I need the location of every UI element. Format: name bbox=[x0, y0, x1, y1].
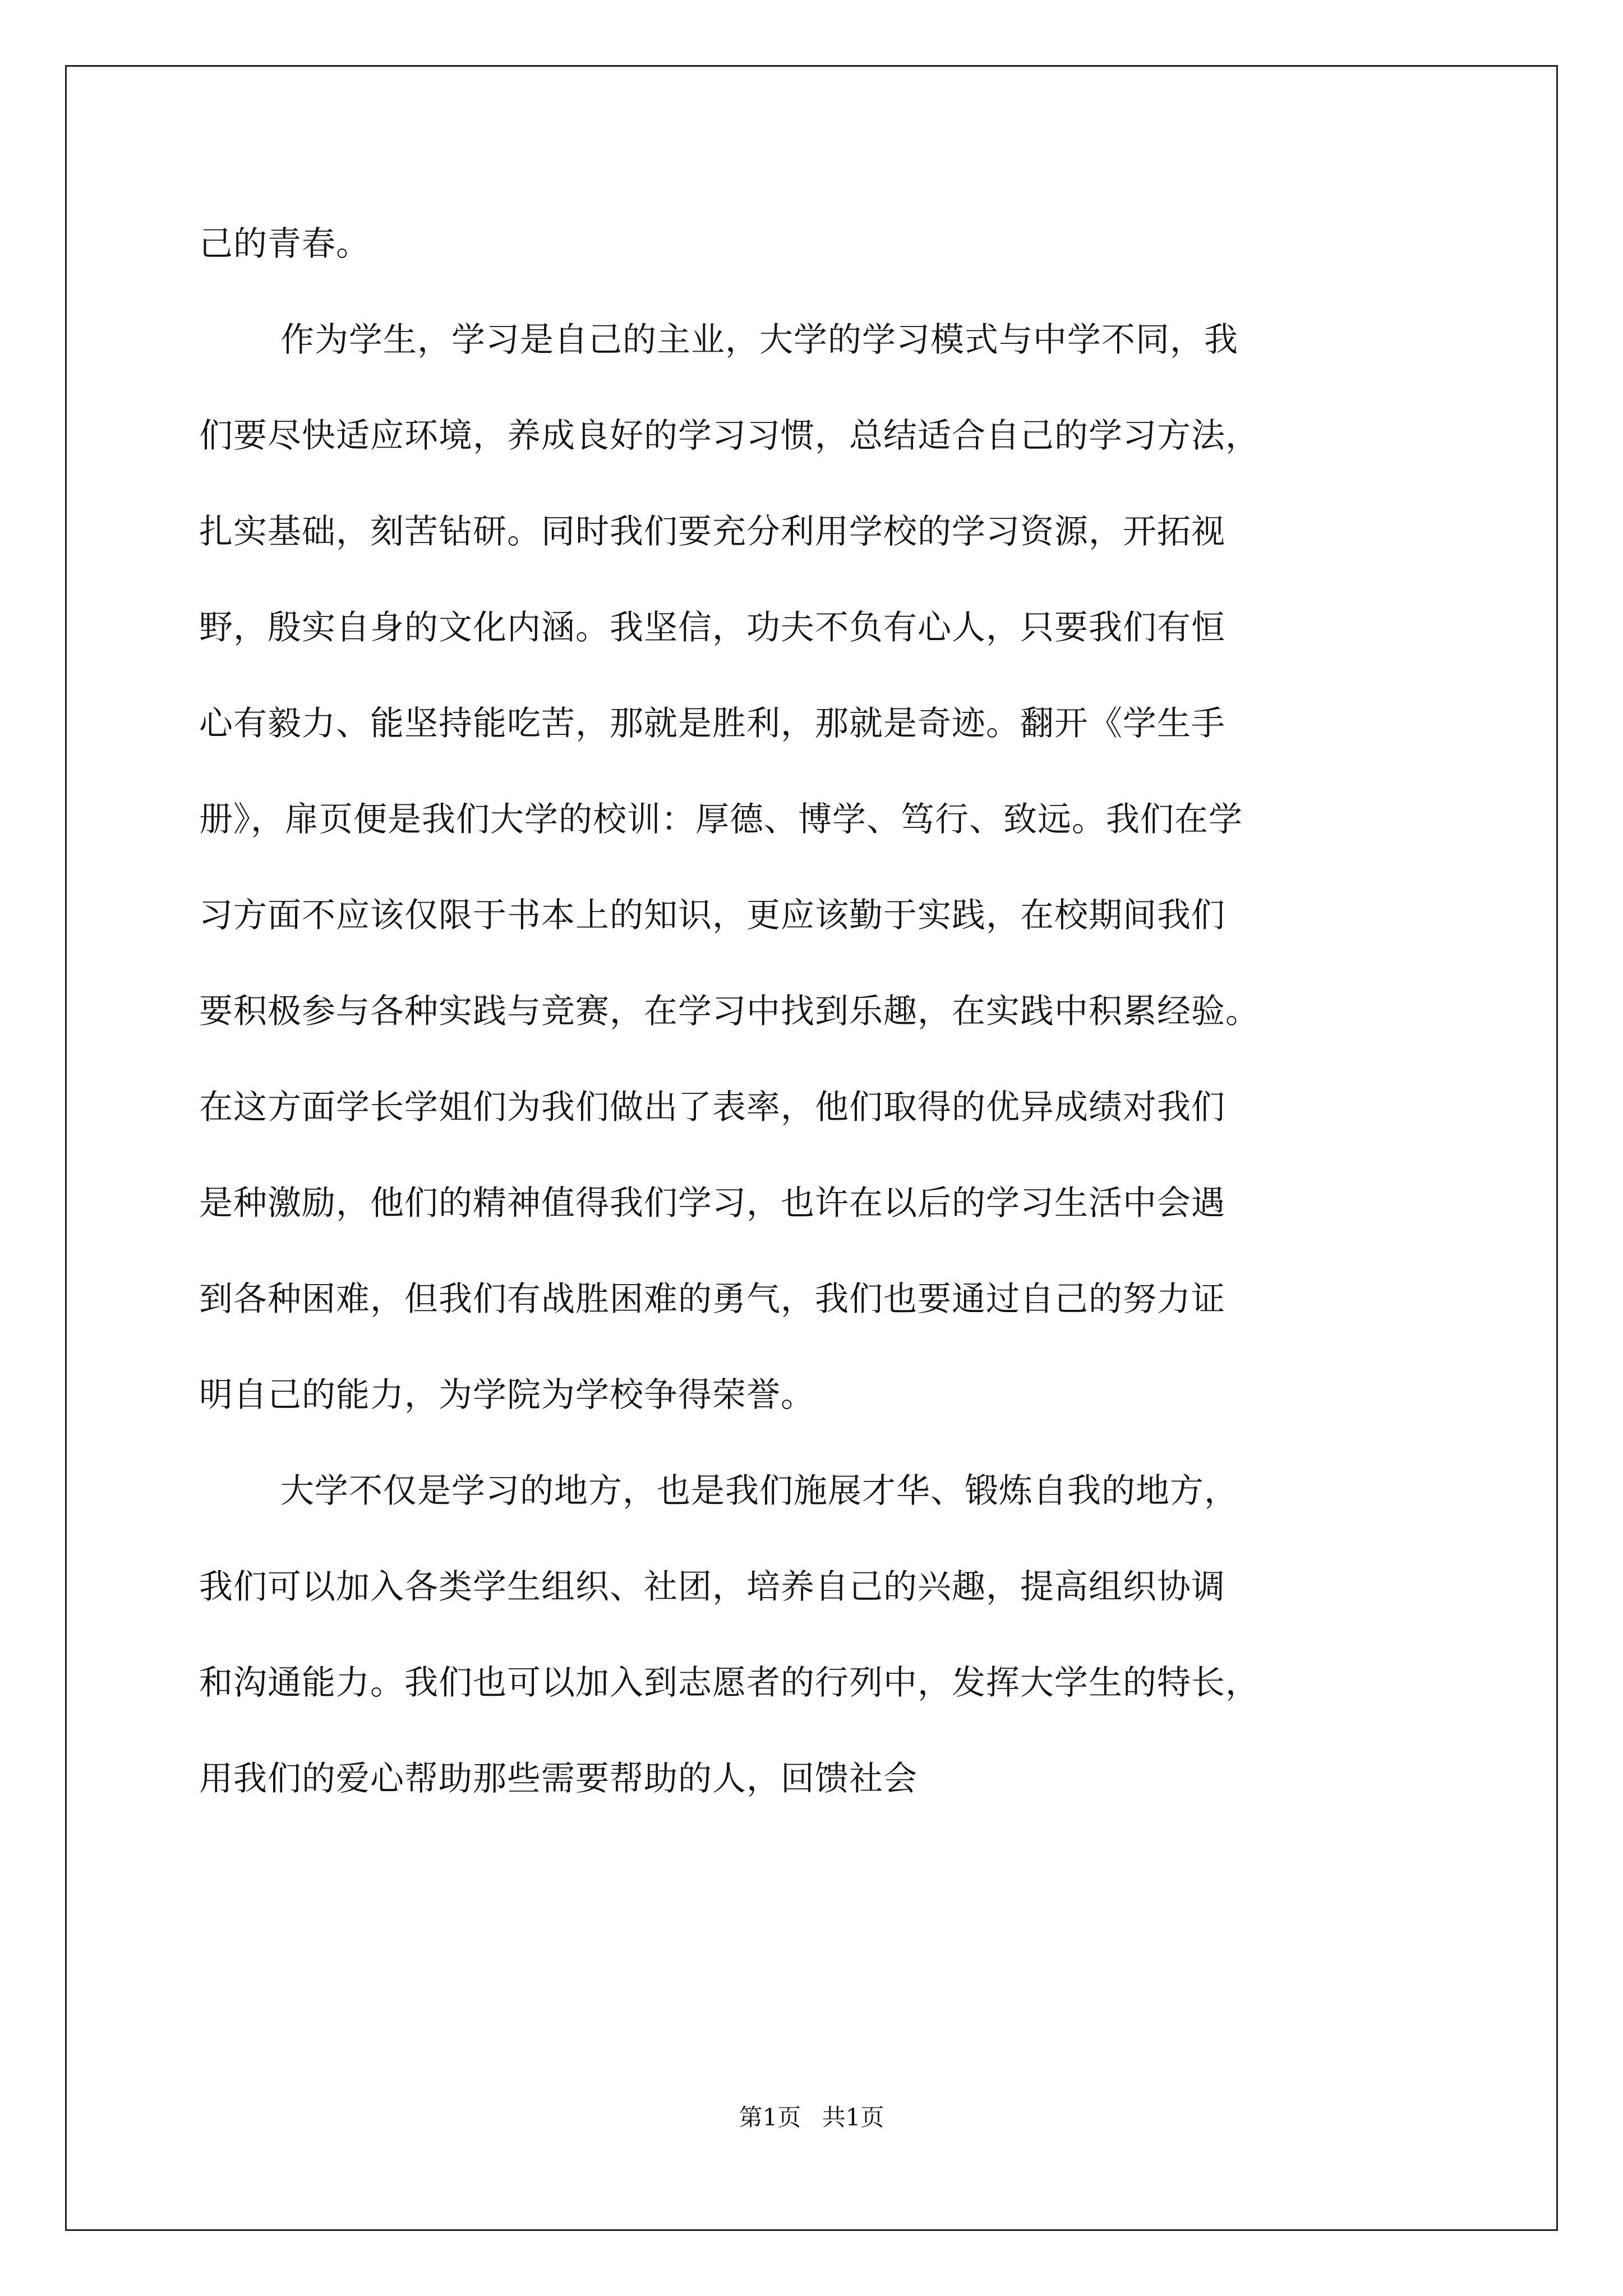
document-body bbox=[199, 196, 1455, 1827]
text-line: 是种激励，他们的精神值得我们学习，也许在以后的学习生活中会遇 bbox=[199, 1184, 1225, 1223]
paragraph-start-line: 作为学生，学习是自己的主业，大学的学习模式与中学不同，我 bbox=[280, 320, 1238, 360]
text-line: 到各种困难，但我们有战胜困难的勇气，我们也要通过自己的努力证 bbox=[199, 1280, 1225, 1319]
text-line: 明自己的能力，为学院为学校争得荣誉。 bbox=[199, 1375, 815, 1415]
text-line: 用我们的爱心帮助那些需要帮助的人，回馈社会 bbox=[199, 1759, 917, 1798]
text-line: 野，殷实自身的文化内涵。我坚信，功夫不负有心人，只要我们有恒 bbox=[199, 608, 1225, 647]
text-line: 我们可以加入各类学生组织、社团，培养自己的兴趣，提高组织协调 bbox=[199, 1567, 1225, 1607]
text-line: 们要尽快适应环境，养成良好的学习习惯，总结适合自己的学习方法， bbox=[199, 416, 1260, 455]
text-line: 己的青春。 bbox=[199, 224, 370, 264]
text-line: 心有毅力、能坚持能吃苦，那就是胜利，那就是奇迹。翻开《学生手 bbox=[199, 704, 1225, 743]
text-line: 要积极参与各种实践与竞赛，在学习中找到乐趣，在实践中积累经验。 bbox=[199, 992, 1260, 1031]
text-line: 册》，扉页便是我们大学的校训：厚德、博学、笃行、致远。我们在学 bbox=[199, 800, 1243, 839]
page-number: 第1页 bbox=[739, 2104, 801, 2131]
text-line: 扎实基础，刻苦钻研。同时我们要充分利用学校的学习资源，开拓视 bbox=[199, 512, 1225, 551]
paragraph-start-line: 大学不仅是学习的地方，也是我们施展才华、锻炼自我的地方， bbox=[280, 1471, 1238, 1511]
page-total: 共1页 bbox=[822, 2104, 884, 2131]
text-line: 在这方面学长学姐们为我们做出了表率，他们取得的优异成绩对我们 bbox=[199, 1088, 1225, 1127]
page-footer bbox=[0, 2101, 1623, 2134]
text-line: 习方面不应该仅限于书本上的知识，更应该勤于实践，在校期间我们 bbox=[199, 896, 1225, 935]
text-line: 和沟通能力。我们也可以加入到志愿者的行列中，发挥大学生的特长， bbox=[199, 1663, 1260, 1703]
